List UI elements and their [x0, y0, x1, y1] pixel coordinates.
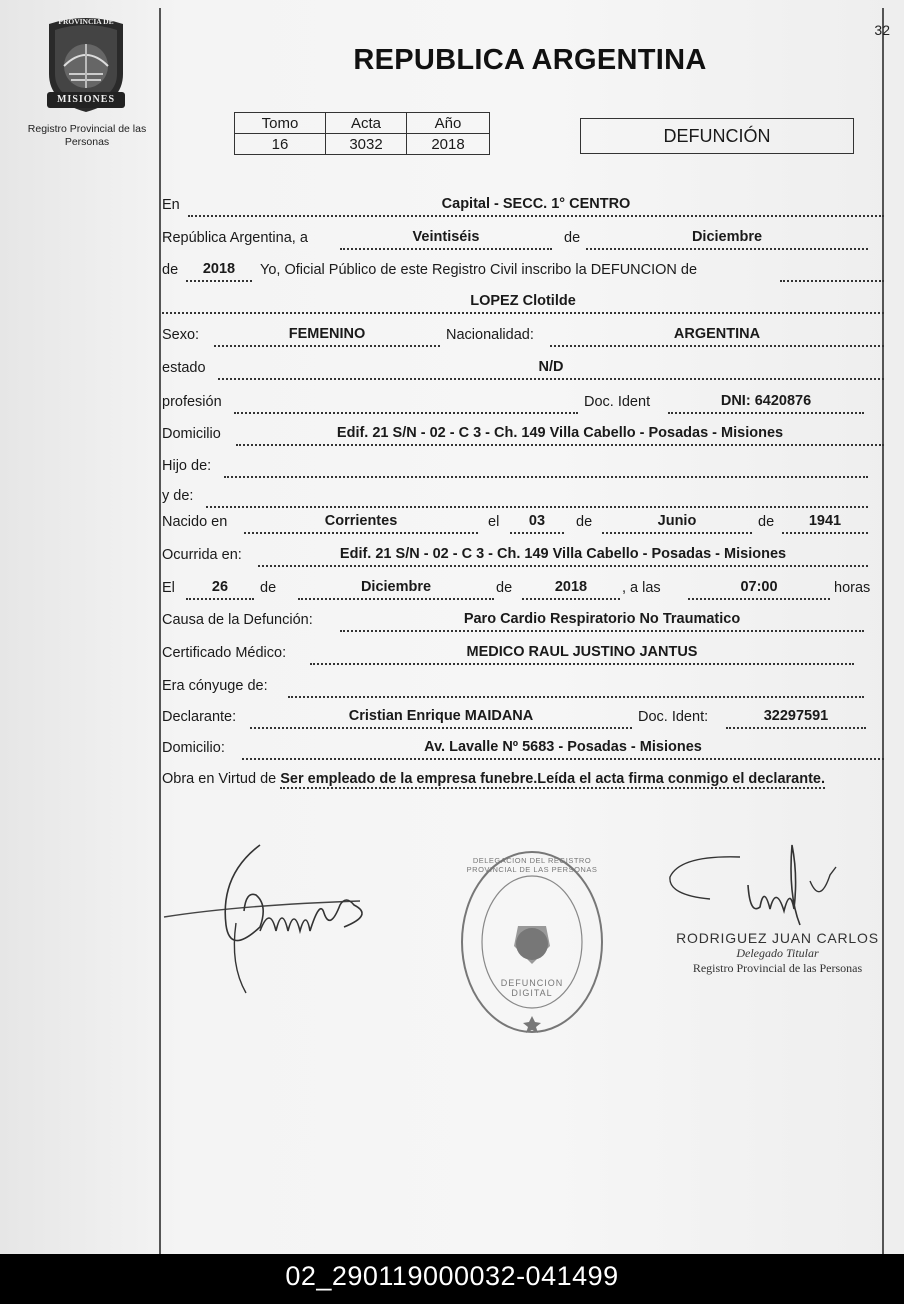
label-profesion: profesión	[162, 394, 222, 410]
label-doc-ident: Doc. Ident	[584, 394, 651, 410]
label-horas: horas	[834, 580, 871, 596]
field-def-anio: 2018	[522, 576, 620, 600]
field-nombre: LOPEZ Clotilde	[162, 290, 884, 314]
label-nacido-en: Nacido en	[162, 514, 228, 530]
record-type-box: DEFUNCIÓN	[580, 118, 854, 154]
label-ocurrida-en: Ocurrida en:	[162, 547, 242, 563]
official-seal	[458, 848, 606, 1036]
row-nacido	[162, 510, 886, 534]
row-estado	[162, 356, 886, 380]
field-estado: N/D	[218, 356, 884, 380]
label-doc-ident-declarante: Doc. Ident:	[638, 709, 709, 725]
row-declarante	[162, 705, 886, 729]
obra-en-virtud	[162, 768, 884, 790]
field-declarante-doc: 32297591	[726, 705, 866, 729]
label-causa: Causa de la Defunción:	[162, 612, 313, 628]
field-domicilio: Edif. 21 S/N - 02 - C 3 - Ch. 149 Villa Cabello - Posadas - Misiones	[236, 422, 884, 446]
row-lugar	[162, 193, 886, 217]
label-estado: estado	[162, 360, 206, 376]
page-number: 32	[874, 22, 890, 38]
signer-org: Registro Provincial de las Personas	[692, 961, 863, 975]
field-dia-letras: Veintiséis	[340, 226, 552, 250]
label-republica: República Argentina, a	[162, 230, 308, 246]
row-causa	[162, 608, 886, 632]
label-domicilio: Domicilio	[162, 426, 221, 442]
label-de-def-anio: de	[496, 580, 513, 596]
page-title: REPUBLICA ARGENTINA	[353, 44, 707, 76]
field-anio: 2018	[186, 258, 252, 282]
label-domicilio-declarante: Domicilio:	[162, 740, 225, 756]
field-ocurrida-en: Edif. 21 S/N - 02 - C 3 - Ch. 149 Villa Cabello - Posadas - Misiones	[258, 543, 868, 567]
label-y-de: y de:	[162, 488, 194, 504]
declarant-signature	[160, 835, 390, 1005]
row-domicilio-declarante	[162, 736, 886, 760]
row-conyuge	[162, 674, 886, 698]
field-def-mes: Diciembre	[298, 576, 494, 600]
signer-role: Delegado Titular	[736, 946, 819, 960]
row-oficial	[162, 258, 886, 282]
label-de-def-mes: de	[260, 580, 277, 596]
label-sexo: Sexo:	[162, 327, 200, 343]
label-oficial: Yo, Oficial Público de este Registro Civil inscribo la DEFUNCION de	[260, 262, 698, 278]
label-declarante: Declarante:	[162, 709, 237, 725]
field-domicilio-declarante: Av. Lavalle Nº 5683 - Posadas - Misiones	[242, 736, 884, 760]
field-lugar: Capital - SECC. 1° CENTRO	[188, 193, 884, 217]
field-obra: Ser empleado de la empresa funebre.Leída el acta firma conmigo el declarante.	[280, 771, 825, 787]
value-tomo: 16	[235, 134, 326, 155]
row-ocurrida	[162, 543, 886, 567]
row-y-de	[162, 484, 886, 508]
field-y-de	[206, 484, 868, 508]
row-fecha-defuncion	[162, 576, 886, 600]
header-tomo: Tomo	[235, 113, 326, 134]
field-def-dia: 26	[186, 576, 254, 600]
row-certificado	[162, 641, 886, 665]
logo-text-bottom: MISIONES	[56, 94, 115, 105]
value-anio: 2018	[407, 134, 490, 155]
label-de-anio: de	[162, 262, 179, 278]
row-fecha	[162, 226, 886, 250]
label-de-nac-anio: de	[758, 514, 775, 530]
row-domicilio	[162, 422, 886, 446]
label-conyuge: Era cónyuge de:	[162, 678, 268, 694]
label-hijo-de: Hijo de:	[162, 458, 212, 474]
field-hijo-de	[224, 454, 868, 478]
label-nacionalidad: Nacionalidad:	[446, 327, 534, 343]
row-sexo	[162, 323, 886, 347]
org-name: Registro Provincial de las Personas	[27, 123, 147, 148]
officer-signature	[660, 835, 860, 945]
registry-table	[234, 112, 490, 155]
label-de-nac-mes: de	[576, 514, 593, 530]
seal-inner-text: DEFUNCION DIGITAL	[500, 978, 564, 998]
label-certificado: Certificado Médico:	[162, 645, 287, 661]
seal-outer-text-visible: DELEGACION DEL REGISTRO PROVINCIAL DE LAS PERSONAS	[466, 856, 598, 874]
signer-block	[670, 930, 885, 976]
header-acta: Acta	[326, 113, 407, 134]
field-doc: DNI: 6420876	[668, 390, 864, 414]
row-hijo-de	[162, 454, 886, 478]
field-conyuge	[288, 674, 864, 698]
field-causa: Paro Cardio Respiratorio No Traumatico	[340, 608, 864, 632]
label-de: de	[564, 230, 581, 246]
field-nac-anio: 1941	[782, 510, 868, 534]
left-margin-line	[159, 8, 161, 1254]
field-nacionalidad: ARGENTINA	[550, 323, 884, 347]
label-el-upper: El	[162, 580, 175, 596]
field-mes-letras: Diciembre	[586, 226, 868, 250]
value-acta: 3032	[326, 134, 407, 155]
footer-code: 02_290119000032-041499	[0, 1254, 904, 1304]
field-declarante: Cristian Enrique MAIDANA	[250, 705, 632, 729]
label-el: el	[488, 514, 500, 530]
seal-icon	[458, 848, 606, 1036]
row-nombre	[162, 290, 886, 314]
header-anio: Año	[407, 113, 490, 134]
field-def-hora: 07:00	[688, 576, 830, 600]
field-sexo: FEMENINO	[214, 323, 440, 347]
province-shield-logo	[43, 14, 129, 114]
label-a-las: , a las	[622, 580, 661, 596]
field-nacido-en: Corrientes	[244, 510, 478, 534]
row-profesion	[162, 390, 886, 414]
field-profesion	[234, 390, 578, 414]
signer-name: RODRIGUEZ JUAN CARLOS	[676, 930, 879, 946]
field-certificado: MEDICO RAUL JUSTINO JANTUS	[310, 641, 854, 665]
label-en: En	[162, 197, 180, 213]
field-oficial-blank	[780, 258, 884, 282]
label-obra: Obra en Virtud de	[162, 771, 277, 787]
field-nac-mes: Junio	[602, 510, 752, 534]
field-nac-dia: 03	[510, 510, 564, 534]
logo-text-top: PROVINCIA DE	[58, 17, 114, 26]
